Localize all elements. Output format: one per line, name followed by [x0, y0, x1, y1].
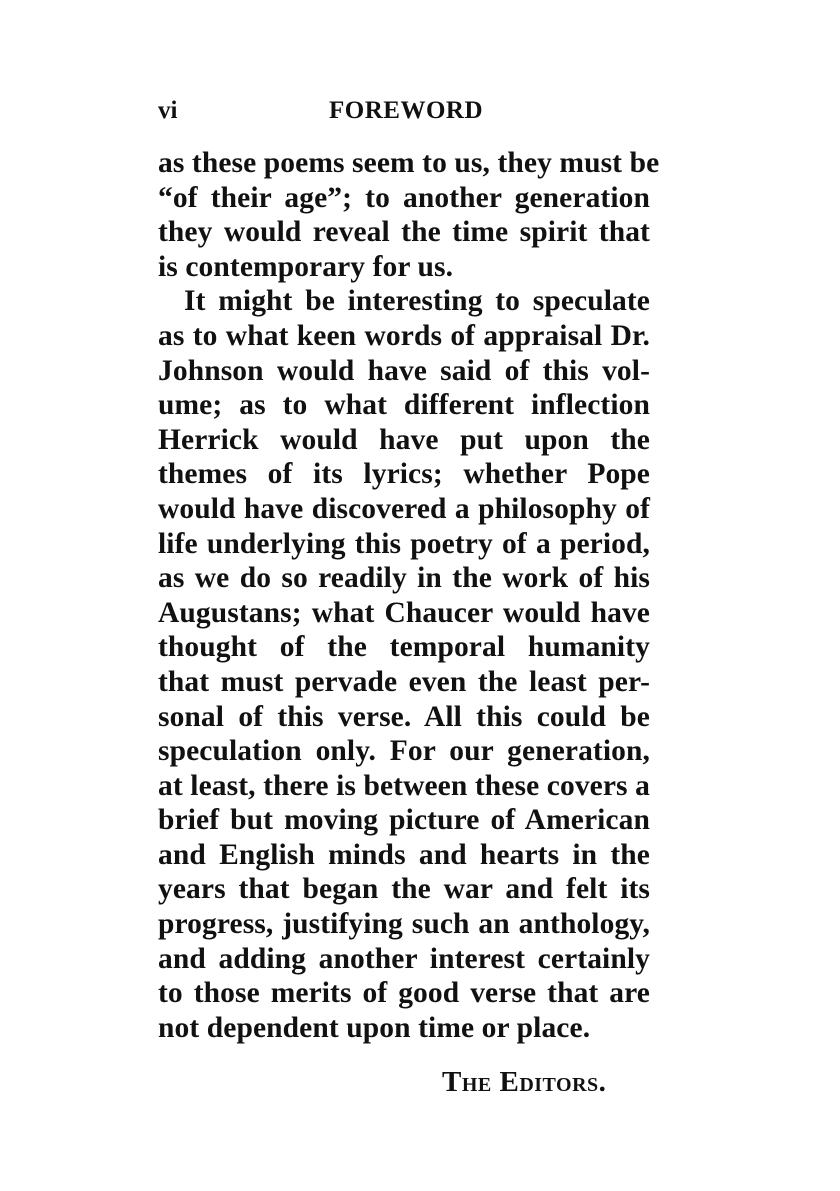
text-line: years that began the war and felt its: [158, 873, 650, 906]
text-line: at least, there is between these covers a: [158, 769, 650, 802]
text-line: life underlying this poetry of a period,: [158, 527, 650, 560]
text-line: and English minds and hearts in the: [158, 838, 650, 871]
text-line: that must pervade even the least per-: [158, 665, 650, 698]
text-line: “of their age”; to another generation: [158, 181, 650, 214]
text-line: progress, justifying such an anthology,: [158, 908, 650, 941]
paragraph-1: [158, 146, 660, 284]
text-line: thought of the temporal humanity: [158, 631, 650, 664]
text-line: Augustans; what Chaucer would have: [158, 596, 650, 629]
page-number: vi: [158, 97, 178, 124]
text-line: It might be interesting to speculate: [184, 285, 650, 318]
text-line: speculation only. For our generation,: [158, 735, 650, 768]
text-line: as to what keen words of appraisal Dr.: [158, 319, 650, 352]
text-line: and adding another interest certainly: [158, 942, 650, 975]
running-head: [158, 94, 650, 128]
text-line: Johnson would have said of this vol-: [158, 354, 650, 387]
text-line: they would reveal the time spirit that: [158, 216, 650, 249]
text-line: is contemporary for us.: [158, 250, 454, 283]
signature: The Editors.: [442, 1066, 607, 1098]
text-line: as we do so readily in the work of his: [158, 562, 650, 595]
text-line: as these poems seem to us, they must be: [158, 147, 660, 179]
running-title: FOREWORD: [329, 97, 483, 124]
text-line: brief but moving picture of American: [158, 804, 650, 837]
text-line: Herrick would have put upon the: [158, 423, 650, 456]
paragraph-2: [158, 284, 650, 1045]
text-line: themes of its lyrics; whether Pope: [158, 458, 650, 491]
text-line: would have discovered a philosophy of: [158, 492, 650, 525]
text-line: not dependent upon time or place.: [158, 1011, 591, 1044]
text-line: sonal of this verse. All this could be: [158, 700, 650, 733]
foreword-body: [158, 146, 660, 1045]
text-line: to those merits of good verse that are: [158, 977, 650, 1010]
text-line: ume; as to what different inflection: [158, 389, 650, 422]
